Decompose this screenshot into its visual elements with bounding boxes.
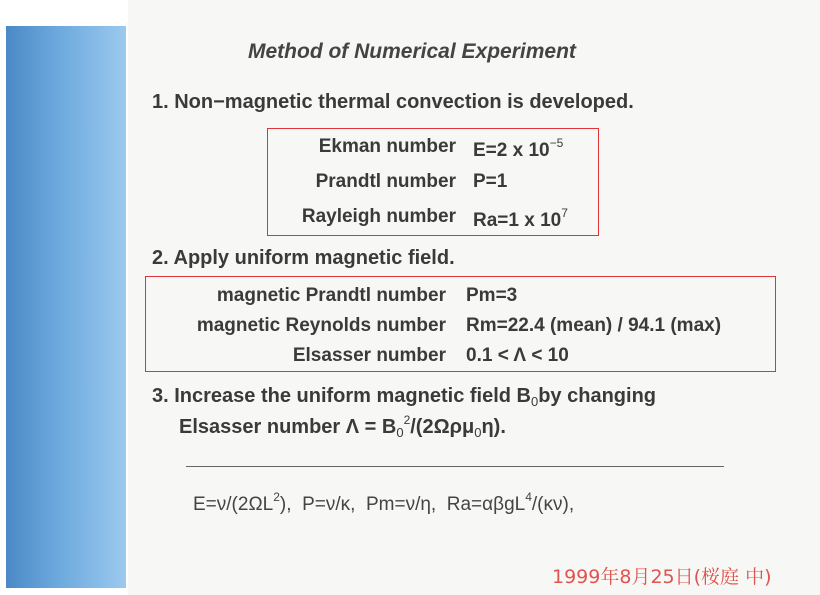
elsasser-value: 0.1 < Λ < 10	[466, 345, 569, 366]
side-panel	[0, 0, 128, 595]
magnetic-reynolds-label: magnetic Reynolds number	[196, 315, 446, 336]
step-3-line-2: Elsasser number $\Lambda = B_0^2/(2\Omega\rho\mu_0\eta)$.	[179, 413, 506, 440]
slide-title: Method of Numerical Experiment	[248, 40, 576, 63]
step-3-line-1: 3. Increase the uniform magnetic field $B_0by$ changing	[152, 385, 657, 409]
rayleigh-label: Rayleigh number	[301, 206, 456, 227]
divider-line	[186, 466, 724, 467]
ekman-value: E=2 x $10^{-5}$	[473, 136, 564, 161]
step-2: 2. Apply uniform magnetic field.	[152, 247, 455, 269]
definitions-line	[193, 490, 574, 516]
magnetic-prandtl-value: Pm=3	[466, 285, 518, 306]
blue-side-stripe	[6, 26, 126, 588]
magnetic-prandtl-definition: Pm=ν/η,	[365, 494, 437, 515]
ekman-label: Ekman number	[318, 136, 456, 157]
rayleigh-value: Ra=1 x $10^7$	[473, 206, 568, 231]
prandtl-label: Prandtl number	[315, 171, 456, 192]
elsasser-label: Elsasser number	[292, 345, 446, 366]
handwritten-date-note: 1999年8月25日(桜庭 中)	[552, 566, 772, 588]
step-1: 1. Non−magnetic thermal convection is developed.	[152, 91, 634, 113]
prandtl-value: P=1	[473, 171, 508, 192]
magnetic-prandtl-label: magnetic Prandtl number	[216, 285, 446, 306]
rayleigh-definition: Ra=αβgL$^4$/(κν),	[446, 490, 575, 515]
prandtl-definition: P=ν/κ,	[302, 494, 356, 515]
magnetic-reynolds-value: Rm=22.4 (mean) / 94.1 (max)	[466, 315, 722, 336]
ekman-definition: $E=\nu/(2\Omega L^2)$,	[193, 490, 292, 515]
